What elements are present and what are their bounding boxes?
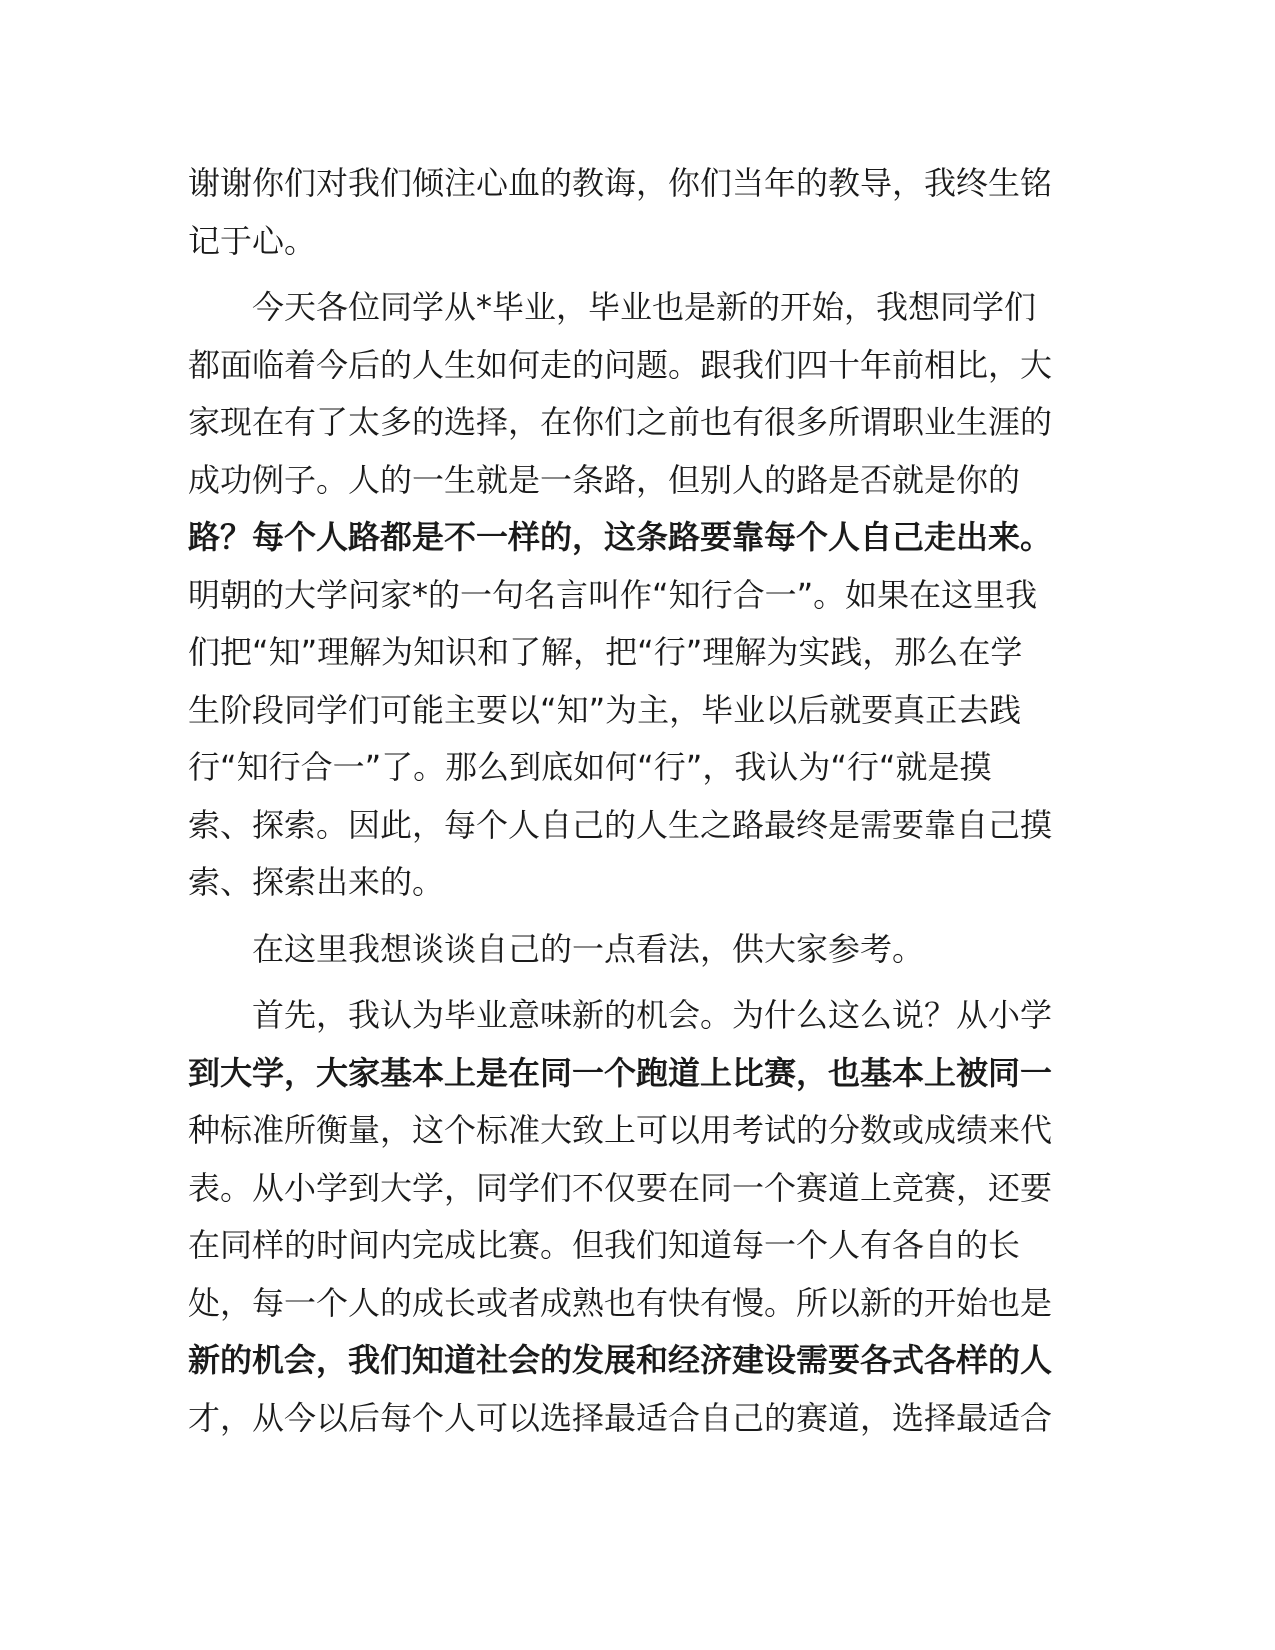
text-line: 家现在有了太多的选择，在你们之前也有很多所谓职业生涯的 (188, 403, 1053, 441)
text-line: 处，每一个人的成长或者成熟也有快有慢。所以新的开始也是 (188, 1283, 1053, 1322)
text-line: 索、探索出来的。 (188, 863, 445, 901)
text-line: 谢谢你们对我们倾注心血的教诲，你们当年的教导，我终生铭 (188, 164, 1053, 202)
text-line: 成功例子。人的一生就是一条路，但别人的路是否就是你的 (188, 460, 1021, 499)
text-line: 路？每个人路都是不一样的，这条路要靠每个人自己走出来。 (188, 518, 1053, 556)
text-line: 表。从小学到大学，同学们不仅要在同一个赛道上竞赛，还要 (188, 1168, 1053, 1207)
text-line: 在这里我想谈谈自己的一点看法，供大家参考。 (252, 929, 925, 968)
text-line: 种标准所衡量，这个标准大致上可以用考试的分数或成绩来代 (188, 1111, 1053, 1149)
body-text (188, 155, 1088, 1447)
text-line: 新的机会，我们知道社会的发展和经济建设需要各式各样的人 (188, 1341, 1053, 1379)
text-line: 首先，我认为毕业意味新的机会。为什么这么说？从小学 (252, 996, 1053, 1034)
text-line: 索、探索。因此，每个人自己的人生之路最终是需要靠自己摸 (188, 805, 1053, 844)
text-line: 行“知行合一”了。那么到底如何“行”，我认为“行“就是摸 (188, 748, 992, 786)
text-line: 记于心。 (188, 221, 317, 260)
text-line: 到大学，大家基本上是在同一个跑道上比赛，也基本上被同一 (188, 1053, 1053, 1092)
text-line: 在同样的时间内完成比赛。但我们知道每一个人有各自的长 (188, 1226, 1021, 1264)
text-line: 生阶段同学们可能主要以“知”为主，毕业以后就要真正去践 (188, 690, 1022, 729)
text-line: 都面临着今后的人生如何走的问题。跟我们四十年前相比，大 (188, 345, 1053, 384)
text-line: 明朝的大学问家*的一句名言叫作“知行合一”。如果在这里我 (188, 575, 1038, 614)
text-line: 才，从今以后每个人可以选择最适合自己的赛道，选择最适合 (188, 1398, 1053, 1437)
text-line: 今天各位同学从*毕业，毕业也是新的开始，我想同学们 (252, 288, 1037, 326)
text-line: 们把“知”理解为知识和了解，把“行”理解为实践，那么在学 (188, 633, 1023, 671)
